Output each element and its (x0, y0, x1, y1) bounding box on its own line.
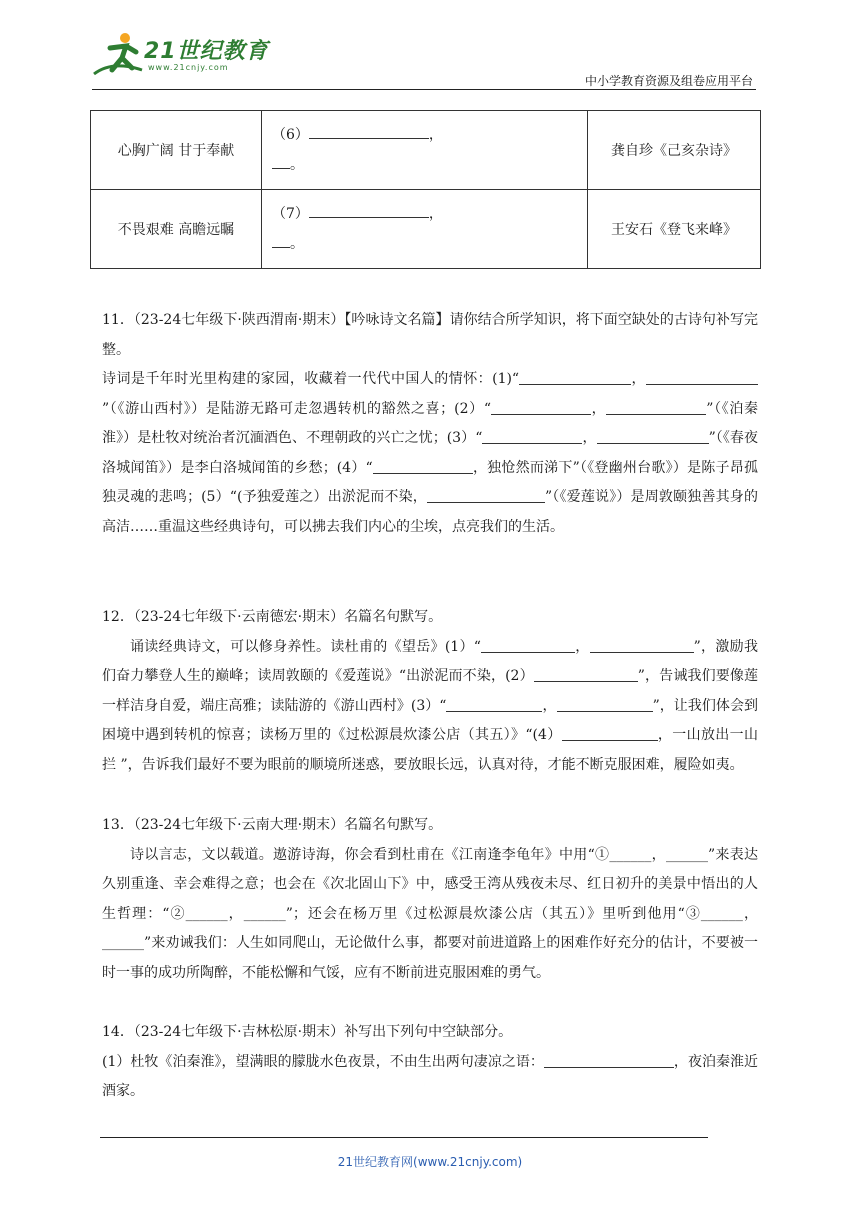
answer-blank[interactable] (427, 486, 545, 503)
runner-icon (92, 30, 144, 76)
answer-blank[interactable] (272, 168, 290, 169)
answer-blank[interactable] (481, 636, 575, 653)
answer-blank[interactable] (272, 247, 290, 248)
question-body: (1）杜牧《泊秦淮》，望满眼的朦胧水色夜景，不由生出两句凄凉之语： ，夜泊秦淮近酒家。 (102, 1048, 758, 1107)
platform-title: 中小学教育资源及组卷应用平台 (584, 74, 753, 88)
answer-blank[interactable] (597, 427, 709, 444)
question-14 (102, 1018, 758, 1107)
answer-blank[interactable] (606, 398, 706, 415)
footer-divider (100, 1137, 708, 1138)
poem-table (90, 110, 761, 269)
answer-blank[interactable] (373, 457, 473, 474)
question-heading: 13．（23-24七年级下·云南大理·期末）名篇名句默写。 (102, 817, 443, 833)
blank-cell (262, 111, 588, 190)
question-13 (102, 811, 758, 988)
table-row (91, 190, 761, 269)
answer-blank[interactable] (646, 368, 758, 385)
answer-blank[interactable] (519, 368, 631, 385)
question-body: 诗以言志，文以载道。遨游诗海，你会看到杜甫在《江南逢李龟年》中用“①______，______”来表达久别重逢、幸会难得之意；也会在《次北固山下》中，感受王湾从残夜未尽、红日初升的美景中悟出的人生哲理：“②______，______”；还会在杨万里《过松源晨炊漆公店（其五）》里听到他用“③______，______”来劝诫我们：人生如同爬山，无论做什么事，都要对前进道路上的困难作好充分的估计，不要被一时一事的成功所陶醉，不能松懈和气馁，应有不断前进克服困难的勇气。 (102, 846, 758, 981)
source-cell: 王安石《登飞来峰》 (588, 190, 761, 269)
item-number: （7） (272, 206, 309, 222)
question-12 (102, 603, 758, 780)
answer-blank[interactable] (482, 427, 582, 444)
comma: ， (428, 127, 443, 143)
question-body: 诵读经典诗文，可以修身养性。读杜甫的《望岳》(1）“ ， ”，激励我们奋力攀登人生的巅峰；读周敦颐的《爱莲说》“出淤泥而不染，(2） ”，告诫我们要像莲一样洁身自爱，端庄高雅；读陆游的《游山西村》(3）“ ， ”，让我们体会到困境中遇到转机的惊喜；读杨万里的《过松源晨炊漆公店（其五）》“(4） ，一山放出一山拦 ”，告诉我们最好不要为眼前的顺境所迷惑，要放眼长远，认真对待，才能不断克服困难，履险如夷。 (102, 633, 758, 781)
period: 。 (290, 157, 304, 173)
table-row (91, 111, 761, 190)
answer-blank[interactable] (491, 398, 591, 415)
answer-blank[interactable] (309, 138, 429, 139)
question-heading: 14．（23-24七年级下·吉林松原·期末）补写出下列句中空缺部分。 (102, 1024, 513, 1040)
question-11 (102, 306, 758, 542)
item-number: （6） (272, 127, 309, 143)
answer-blank[interactable] (590, 636, 694, 653)
answer-blank[interactable] (446, 695, 542, 712)
blank-cell (262, 190, 588, 269)
page-header (0, 0, 860, 100)
comma: ， (428, 206, 443, 222)
theme-cell: 不畏艰难 高瞻远瞩 (91, 190, 262, 269)
site-logo (92, 30, 292, 80)
answer-blank[interactable] (544, 1051, 674, 1068)
logo-brand: 21世纪教育 (144, 39, 269, 64)
answer-blank[interactable] (534, 665, 638, 682)
question-body: 诗词是千年时光里构建的家园，收藏着一代代中国人的情怀：(1)“ ，”（《游山西村》）是陆游无路可走忽遇转机的豁然之喜；(2）“ ， ”（《泊秦淮》）是杜牧对统治者沉湎酒色、不理朝政的兴亡之忧；(3）“ ， ”（《春夜洛城闻笛》）是李白洛城闻笛的乡愁；(4）“ ，独怆然而涕下”（《登幽州台歌》）是陈子昂孤独灵魂的悲鸣；(5）“(予独爱莲之）出淤泥而不染， ”（《爱莲说》）是周敦颐独善其身的高洁……重温这些经典诗句，可以拂去我们内心的尘埃，点亮我们的生活。 (102, 365, 758, 542)
answer-blank[interactable] (557, 695, 653, 712)
source-cell: 龚自珍《己亥杂诗》 (588, 111, 761, 190)
period: 。 (290, 236, 304, 252)
answer-blank[interactable] (562, 724, 658, 741)
question-heading: 11．（23-24七年级下·陕西渭南·期末）【吟咏诗文名篇】请你结合所学知识，将下面空缺处的古诗句补写完整。 (102, 312, 758, 358)
question-heading: 12．（23-24七年级下·云南德宏·期末）名篇名句默写。 (102, 609, 443, 625)
footer-link[interactable]: 21世纪教育网(www.21cnjy.com) (337, 1155, 523, 1169)
answer-blank[interactable] (309, 217, 429, 218)
theme-cell: 心胸广阔 甘于奉献 (91, 111, 262, 190)
header-divider (92, 89, 756, 90)
logo-url: www.21cnjy.com (148, 63, 229, 72)
